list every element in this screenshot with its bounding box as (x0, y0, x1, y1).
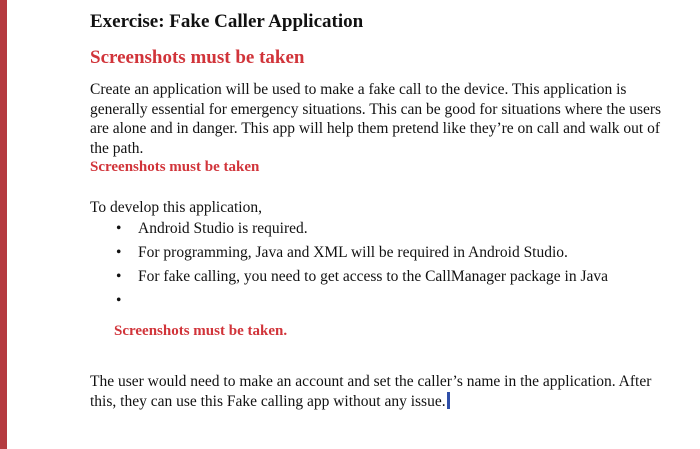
document-page (90, 8, 670, 412)
list-item (90, 241, 670, 265)
description-paragraph[interactable]: Create an application will be used to make a fake call to the device. This application is generally essential for emergency situations. This can be good for situations where the users are alone and in danger. This app will help them pretend like they’re on call and walk out of the path. (90, 81, 662, 157)
bullet-icon: • (116, 220, 122, 237)
closing-paragraph[interactable] (90, 372, 670, 412)
requirements-list (90, 217, 670, 313)
bullet-icon: • (116, 268, 122, 285)
bullet-icon: • (116, 292, 122, 309)
screenshot-note: Screenshots must be taken (90, 159, 260, 175)
bullet-icon: • (116, 244, 122, 261)
page-margin-bar (0, 0, 7, 449)
intro-line[interactable]: To develop this application, (90, 198, 262, 216)
list-item (90, 217, 670, 241)
screenshot-note-2: Screenshots must be taken. (114, 323, 288, 339)
list-item-text[interactable]: For fake calling, you need to get access to the CallManager package in Java (138, 268, 608, 285)
list-item (90, 265, 670, 289)
screenshot-heading: Screenshots must be taken (90, 47, 305, 68)
closing-paragraph-text[interactable]: The user would need to make an account and set the caller’s name in the application. After this, they can use this Fake calling app without any issue. (90, 372, 652, 410)
list-item-text[interactable]: For programming, Java and XML will be required in Android Studio. (138, 244, 568, 261)
list-item-text[interactable]: Android Studio is required. (138, 220, 308, 237)
list-item (90, 289, 670, 313)
text-cursor-icon (447, 392, 450, 409)
document-title: Exercise: Fake Caller Application (90, 11, 364, 32)
